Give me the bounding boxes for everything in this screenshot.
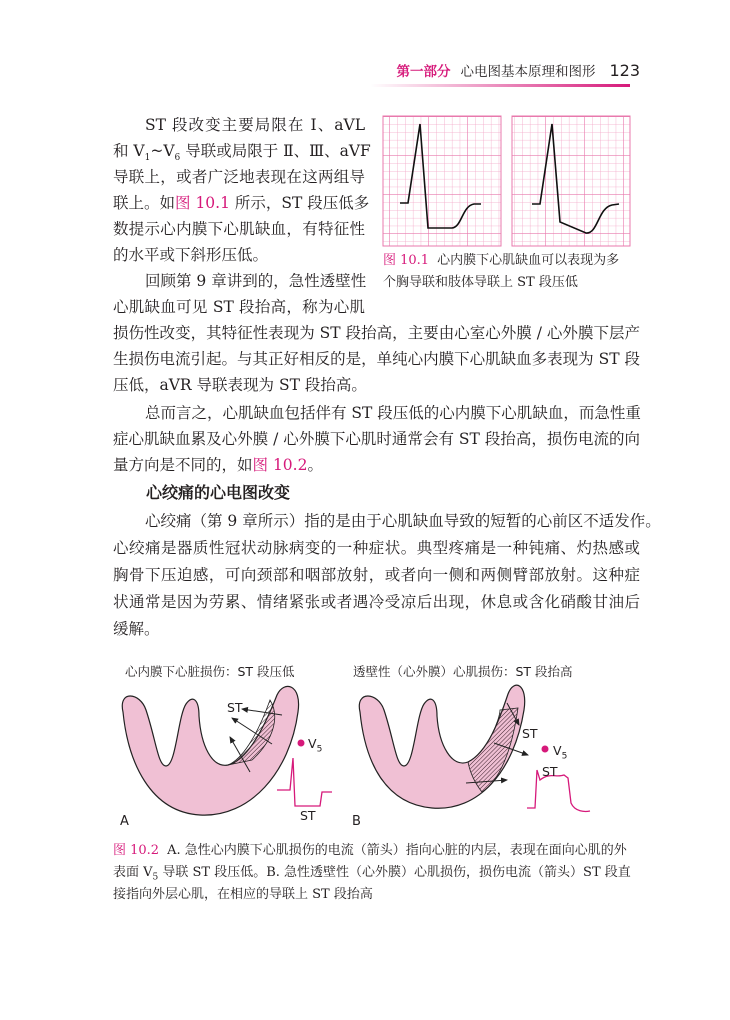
figure-b-title: 透壁性（心外膜）心肌损伤：ST 段抬高	[353, 664, 573, 679]
text-line: 心绞痛是器质性冠状动脉病变的一种症状。典型疼痛是一种钝痛、灼热感或	[113, 539, 640, 557]
text: 量方向是不同的，如	[113, 456, 253, 474]
text-line: 数提示心内膜下心肌缺血，有特征性	[113, 220, 365, 238]
text-line: 的水平或下斜形压低。	[113, 246, 269, 264]
figure-number: 图 10.1	[383, 253, 430, 268]
page-number: 123	[609, 61, 640, 80]
text-line: 生损伤电流引起。与其正好相反的是，单纯心内膜下心肌缺血多表现为 ST 段	[113, 350, 640, 368]
text: 联上。如	[113, 194, 176, 212]
header-part: 第一部分	[396, 64, 451, 80]
st-label: ST	[300, 808, 316, 823]
text-line: 导联上，或者广泛地表现在这两组导	[113, 168, 365, 186]
text-line: 回顾第 9 章讲到的，急性透壁性	[145, 272, 367, 290]
figure-a-title: 心内膜下心脏损伤：ST 段压低	[125, 664, 295, 679]
text-line: 症心肌缺血累及心外膜 / 心外膜下心肌时通常会有 ST 段抬高，损伤电流的向	[113, 430, 640, 448]
v5-label: $V_5$	[553, 743, 568, 762]
panel-label-a: A	[120, 814, 129, 829]
text: 。	[307, 456, 323, 474]
section-heading: 心绞痛的心电图改变	[146, 483, 291, 502]
caption-text: 个胸导联和肢体导联上 ST 段压低	[383, 275, 578, 290]
text-line: 缓解。	[113, 620, 160, 638]
header-section: 心电图基本原理和图形	[460, 64, 596, 80]
figure-link-10-1[interactable]: 图 10.1	[175, 194, 230, 212]
figure-link-10-2[interactable]: 图 10.2	[252, 456, 308, 474]
caption-text: 表面 $V_5$ 导联 ST 段压低。B. 急性透壁性（心外膜）心肌损伤，损伤电流（箭头）ST 段直	[113, 865, 631, 883]
figure-10-2-caption	[113, 840, 627, 862]
text-line: 损伤性改变，其特征性表现为 ST 段抬高，主要由心室心外膜 / 心外膜下层产	[113, 324, 640, 342]
text-line: 压低，aVR 导联表现为 ST 段抬高。	[113, 376, 367, 394]
panel-label-b: B	[352, 814, 361, 829]
figure-10-1-caption	[383, 250, 619, 272]
v5-label: $V_5$	[308, 736, 323, 755]
st-label: ST	[542, 764, 558, 779]
text-line: ST 段改变主要局限在 Ⅰ、aVL	[145, 116, 365, 134]
text-line: 状通常是因为劳累、情绪紧张或者遇冷受凉后出现，休息或含化硝酸甘油后	[113, 593, 640, 611]
caption-text: A. 急性心内膜下心肌损伤的电流（箭头）指向心脏的内层，表现在面向心肌的外	[167, 843, 627, 858]
text-line: 胸骨下压迫感，可向颈部和咽部放射，或者向一侧和两侧臂部放射。这种症	[113, 566, 640, 584]
figure-number: 图 10.2	[113, 843, 160, 858]
text-line: 心肌缺血可见 ST 段抬高，称为心肌	[113, 298, 365, 316]
st-label: ST	[522, 726, 538, 741]
text-line: 心绞痛（第 9 章所示）指的是由于心肌缺血导致的短暂的心前区不适发作。	[145, 512, 661, 530]
ecg-grid-left	[383, 116, 501, 246]
text: 所示，ST 段压低多	[229, 194, 370, 212]
text-line: 总而言之，心肌缺血包括伴有 ST 段压低的心内膜下心肌缺血，而急性重	[145, 404, 641, 422]
st-label: ST	[227, 700, 243, 715]
caption-text: 心内膜下心肌缺血可以表现为多	[437, 253, 620, 268]
text-line: 和 $V_1\sim V_6$ 导联或局限于 Ⅱ、Ⅲ、aVF	[113, 142, 371, 164]
caption-text: 接指向外层心肌，在相应的导联上 ST 段抬高	[113, 887, 373, 902]
